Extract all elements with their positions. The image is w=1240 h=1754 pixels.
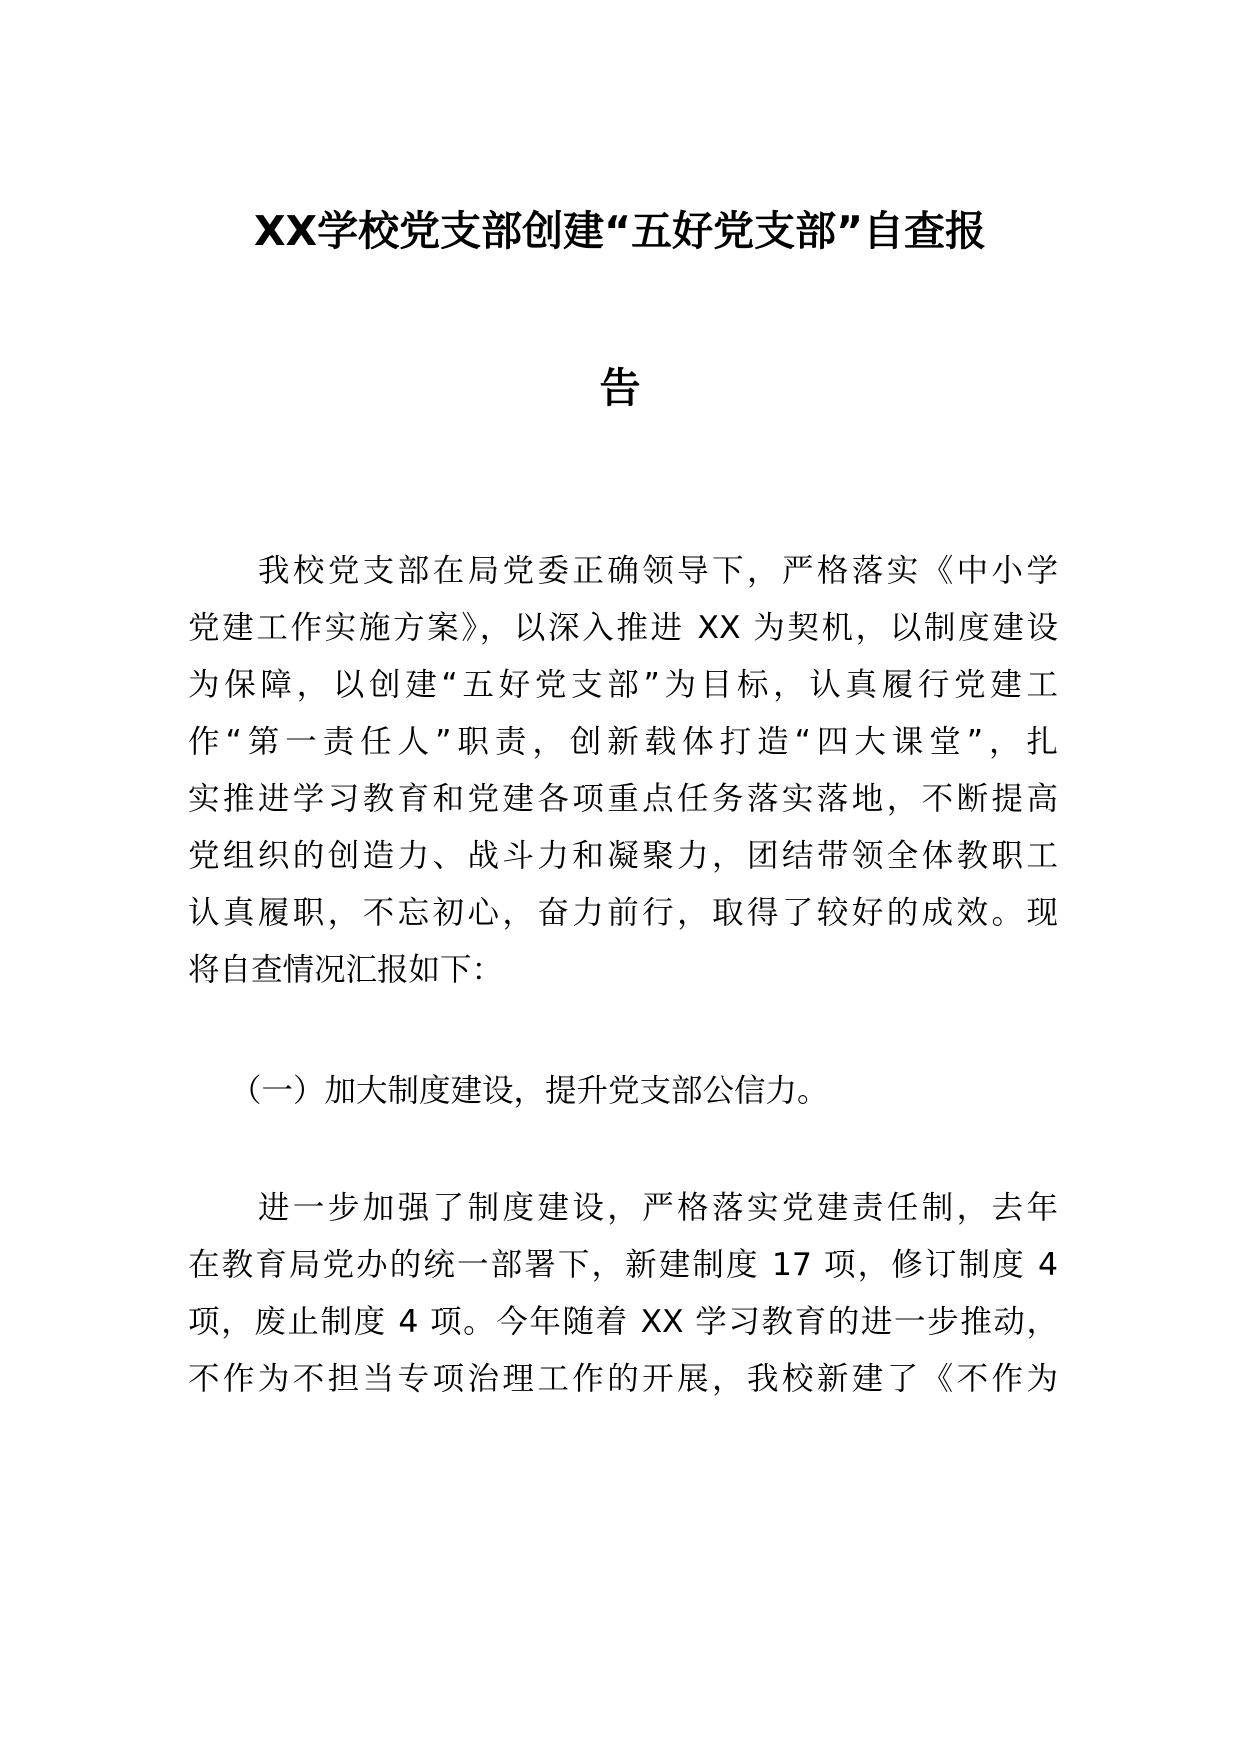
paragraph-1-line-8: 将自查情况汇报如下：: [188, 952, 504, 988]
paragraph-1-line-5: 实推进学习教育和党建各项重点任务落实落地，不断提高: [188, 781, 1058, 817]
document-title-line-2: 告: [599, 364, 641, 412]
paragraph-1-line-1: 我校党支部在局党委正确领导下，严格落实《中小学: [258, 553, 1058, 589]
paragraph-1-line-4: 作“第一责任人”职责，创新载体打造“四大课堂”，扎: [188, 724, 1058, 760]
paragraph-2-line-3: 项，废止制度 4 项。今年随着 XX 学习教育的进一步推动，: [188, 1304, 1058, 1340]
paragraph-1-line-3: 为保障，以创建“五好党支部”为目标，认真履行党建工: [188, 667, 1058, 703]
paragraph-1-line-6: 党组织的创造力、战斗力和凝聚力，团结带领全体教职工: [188, 838, 1058, 874]
section-heading-1: （一）加大制度建设，提升党支部公信力。: [230, 1073, 829, 1109]
paragraph-2-line-1: 进一步加强了制度建设，严格落实党建责任制，去年: [258, 1190, 1058, 1226]
paragraph-2-line-2: 在教育局党办的统一部署下，新建制度 17 项，修订制度 4: [188, 1247, 1058, 1283]
document-title-line-1: XX学校党支部创建“五好党支部”自查报: [253, 207, 987, 255]
paragraph-1-line-7: 认真履职，不忘初心，奋力前行，取得了较好的成效。现: [188, 895, 1058, 931]
paragraph-1-line-2: 党建工作实施方案》，以深入推进 XX 为契机，以制度建设: [188, 610, 1058, 646]
paragraph-2-line-4: 不作为不担当专项治理工作的开展，我校新建了《不作为: [188, 1361, 1058, 1397]
